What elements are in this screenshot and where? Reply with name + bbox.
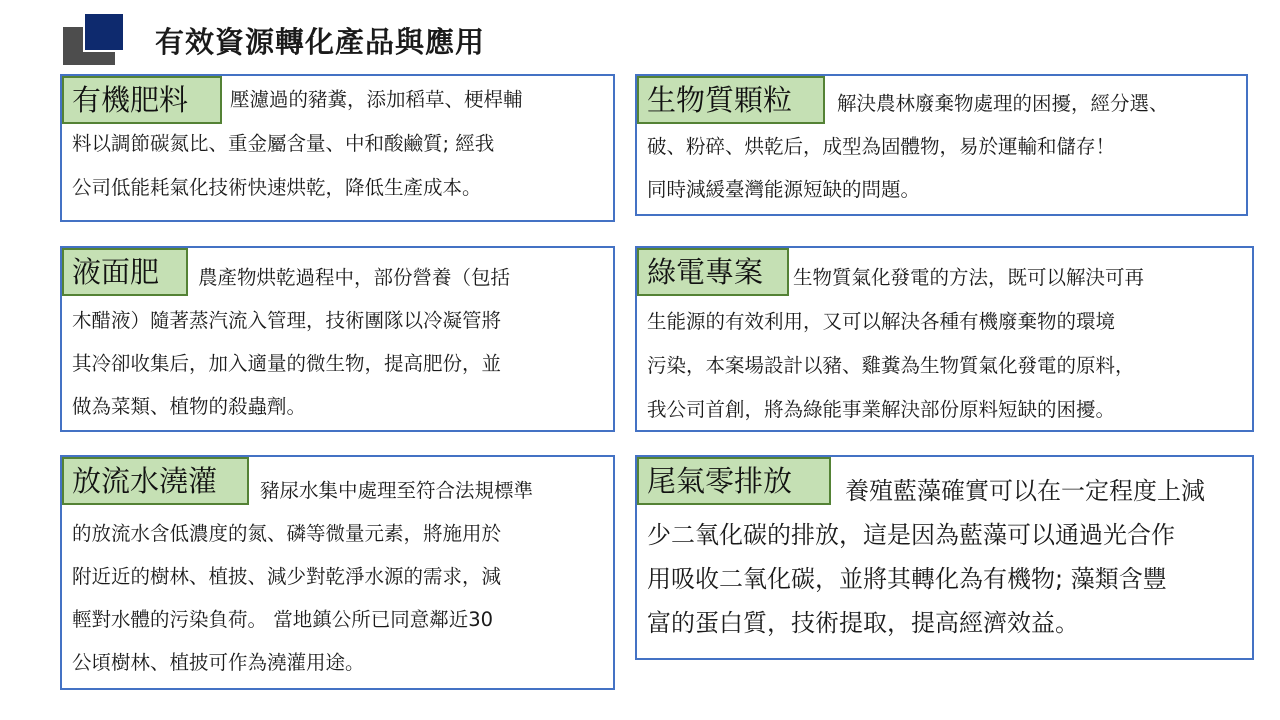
card-line: 生能源的有效利用，又可以解決各種有機廢棄物的環境 xyxy=(647,310,1116,333)
card-line: 其冷卻收集后，加入適量的微生物，提高肥份，並 xyxy=(72,352,502,375)
card-tag-biomass-pellets: 生物質顆粒 xyxy=(637,76,825,124)
card-line: 木醋液）隨著蒸汽流入管理，技術團隊以冷凝管將 xyxy=(72,309,502,332)
card-line: 料以調節碳氮比、重金屬含量、中和酸鹼質; 經我 xyxy=(72,132,495,155)
page-title: 有效資源轉化產品與應用 xyxy=(155,25,486,59)
card-line: 污染，本案場設計以豬、雞糞為生物質氣化發電的原料， xyxy=(647,354,1135,377)
card-line: 附近近的樹林、植披、減少對乾淨水源的需求，減 xyxy=(72,565,502,588)
card-line: 解決農林廢棄物處理的困擾，經分選、 xyxy=(837,92,1169,115)
card-line: 少二氧化碳的排放，這是因為藍藻可以通過光合作 xyxy=(647,521,1175,549)
card-line: 做為菜類、植物的殺蟲劑。 xyxy=(72,395,307,418)
title-squares-icon xyxy=(63,12,125,66)
card-tag-zero-emission: 尾氣零排放 xyxy=(637,457,831,505)
card-body-biomass-pellets xyxy=(647,82,1242,211)
card-line: 的放流水含低濃度的氮、磷等微量元素，將施用於 xyxy=(72,522,502,545)
card-zero-emission xyxy=(635,455,1254,660)
card-body-organic-fertilizer xyxy=(72,78,607,210)
card-effluent-irrigation xyxy=(60,455,615,690)
card-line: 公頃樹林、植披可作為澆灌用途。 xyxy=(72,651,365,674)
card-line: 破、粉碎、烘乾后，成型為固體物，易於運輸和儲存！ xyxy=(647,135,1116,158)
card-line: 農產物烘乾過程中，部份營養（包括 xyxy=(198,266,511,289)
navy-square-icon xyxy=(83,12,125,52)
card-line: 豬尿水集中處理至符合法規標準 xyxy=(260,479,534,502)
card-line: 養殖藍藻確實可以在一定程度上減 xyxy=(845,477,1205,505)
card-body-zero-emission xyxy=(647,469,1250,645)
card-tag-liquid-fertilizer: 液面肥 xyxy=(62,248,188,296)
card-line: 富的蛋白質，技術提取，提高經濟效益。 xyxy=(647,609,1079,637)
card-line: 我公司首創，將為綠能事業解決部份原料短缺的困擾。 xyxy=(647,398,1116,421)
card-body-green-power xyxy=(647,256,1250,432)
card-line: 壓濾過的豬糞，添加稻草、梗桿輔 xyxy=(230,88,523,111)
card-line: 生物質氣化發電的方法，既可以解決可再 xyxy=(793,266,1145,289)
card-liquid-fertilizer xyxy=(60,246,615,432)
card-body-liquid-fertilizer xyxy=(72,256,607,428)
card-organic-fertilizer xyxy=(60,74,615,222)
card-line: 用吸收二氧化碳，並將其轉化為有機物; 藻類含豐 xyxy=(647,565,1167,593)
card-green-power xyxy=(635,246,1254,432)
card-tag-effluent-irrigation: 放流水澆灌 xyxy=(62,457,249,505)
card-body-effluent-irrigation xyxy=(72,469,607,684)
card-tag-organic-fertilizer: 有機肥料 xyxy=(62,76,222,124)
card-biomass-pellets xyxy=(635,74,1248,216)
card-tag-green-power: 綠電專案 xyxy=(637,248,789,296)
card-line: 公司低能耗氣化技術快速烘乾，降低生產成本。 xyxy=(72,176,482,199)
card-line: 輕對水體的污染負荷。 當地鎮公所已同意鄰近30 xyxy=(72,608,494,631)
card-line: 同時減緩臺灣能源短缺的問題。 xyxy=(647,178,921,201)
